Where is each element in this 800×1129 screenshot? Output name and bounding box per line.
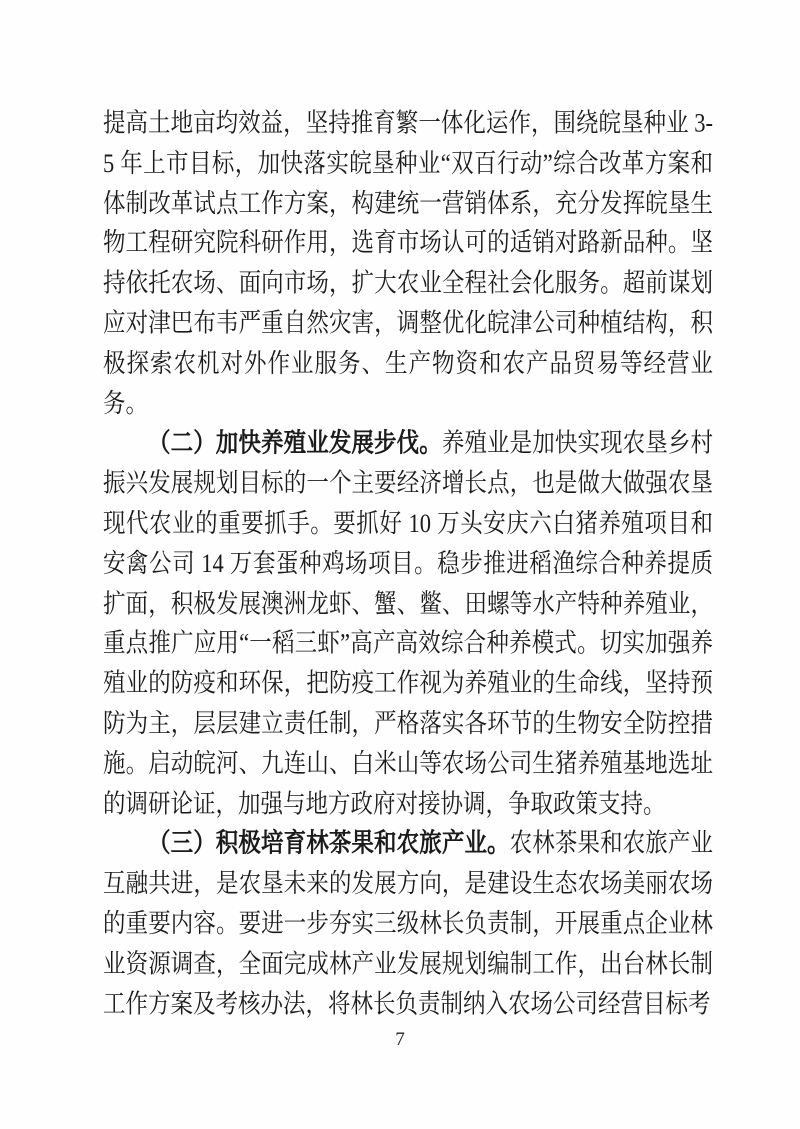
section-2-heading: （二）加快养殖业发展步伐。 [148, 428, 442, 458]
page-number: 7 [395, 1029, 405, 1050]
paragraph-section-3 [103, 824, 713, 1024]
paragraph-text: 农林茶果和农旅产业互融共进，是农垦未来的发展方向，是建设生态农场美丽农场的重要内容。要进一步夯实三级林长负责制，开展重点企业林业资源调查，全面完成林产业发展规划编制工作，出台林长制工作方案及考核办法，将林长负责制纳入农场公司经营目标考 [103, 828, 713, 1018]
document-body [103, 104, 713, 1024]
paragraph-text: 提高土地亩均效益，坚持推育繁一体化运作，围绕皖垦种业 3-5 年上市目标，加快落实皖垦种业“双百行动”综合改革方案和体制改革试点工作方案，构建统一营销体系，充分发挥皖垦生物工程研究院科研作用，选育市场认可的适销对路新品种。坚持依托农场、面向市场，扩大农业全程社会化服务。超前谋划应对津巴布韦严重自然灾害，调整优化皖津公司种植结构，积极探索农机对外作业服务、生产物资和农产品贸易等经营业务。 [103, 108, 713, 418]
section-3-heading: （三）积极培育林茶果和农旅产业。 [148, 828, 510, 858]
paragraph-text: 养殖业是加快实现农垦乡村振兴发展规划目标的一个主要经济增长点，也是做大做强农垦现代农业的重要抓手。要抓好 10 万头安庆六白猪养殖项目和安禽公司 14 万套蛋种鸡场项目。稳步推进稻渔综合种养提质扩面，积极发展澳洲龙虾、蟹、鳖、田螺等水产特种养殖业，重点推广应用“一稻三虾”高产高效综合种养模式。切实加强养殖业的防疫和环保，把防疫工作视为养殖业的生命线，坚持预防为主，层层建立责任制，严格落实各环节的生物安全防控措施。启动皖河、九连山、白米山等农场公司生猪养殖基地选址的调研论证，加强与地方政府对接协调，争取政策支持。 [103, 428, 713, 818]
paragraph-continuation [103, 104, 713, 424]
paragraph-section-2 [103, 424, 713, 824]
